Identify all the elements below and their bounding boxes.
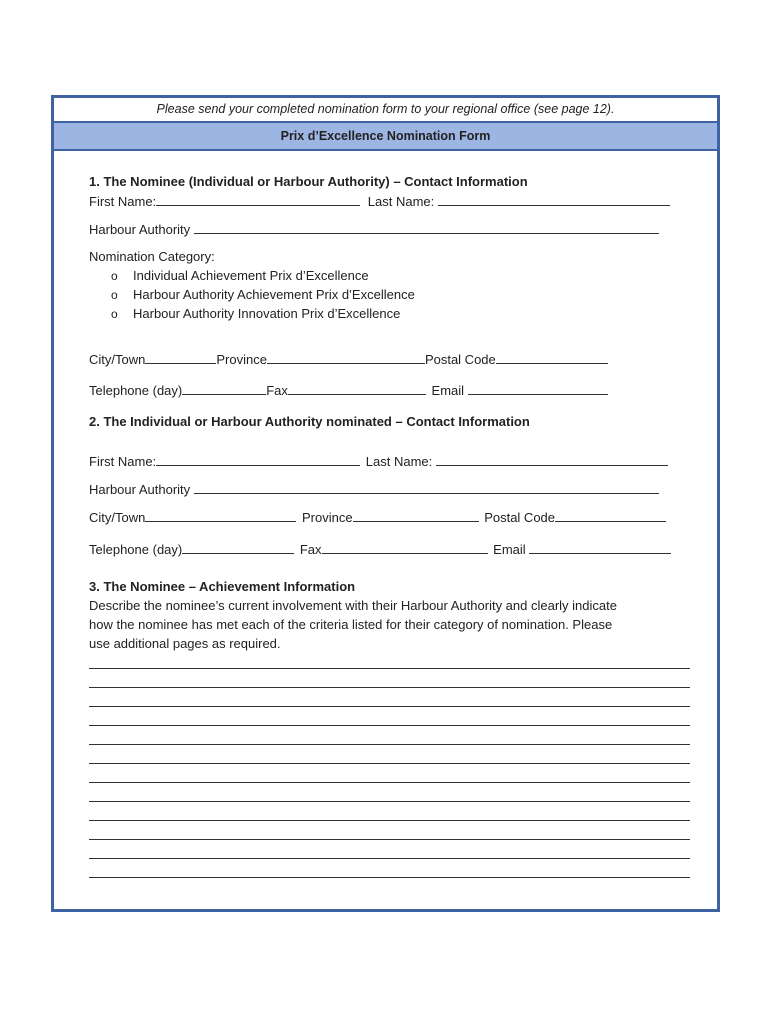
writing-line: [89, 763, 690, 764]
writing-line: [89, 687, 690, 688]
section3-instructions: [89, 596, 679, 653]
harbour-authority-label: Harbour Authority: [89, 482, 191, 497]
writing-line: [89, 668, 690, 669]
section2-address-row: [89, 509, 666, 525]
nomination-category-label: Nomination Category:: [89, 249, 215, 264]
writing-line: [89, 820, 690, 821]
email-label: Email: [431, 383, 465, 398]
section2-harbour-row: [89, 481, 659, 497]
section2-name-row: [89, 453, 668, 469]
nominee-first-name-field[interactable]: [156, 193, 360, 206]
telephone-label: Telephone (day): [89, 383, 183, 398]
email-label: Email: [493, 542, 526, 557]
category-option-label: Individual Achievement Prix d’Excellence: [133, 268, 369, 283]
nominee-last-name-field[interactable]: [438, 193, 670, 206]
form-frame: [51, 95, 720, 912]
postal-code-label: Postal Code: [484, 510, 556, 525]
section1-harbour-row: [89, 221, 659, 237]
province-label: Province: [301, 510, 353, 525]
nominated-city-field[interactable]: [145, 509, 296, 522]
section2-heading: 2. The Individual or Harbour Authority nominated – Contact Information: [89, 414, 530, 429]
writing-line: [89, 858, 690, 859]
category-option-individual[interactable]: [111, 268, 369, 283]
writing-line: [89, 782, 690, 783]
nominated-email-field[interactable]: [529, 541, 671, 554]
city-label: City/Town: [89, 352, 146, 367]
category-option-ha-achievement[interactable]: [111, 287, 415, 302]
writing-line: [89, 706, 690, 707]
category-option-label: Harbour Authority Achievement Prix d’Excellence: [133, 287, 415, 302]
nominee-harbour-authority-field[interactable]: [194, 221, 659, 234]
section3-heading: 3. The Nominee – Achievement Information: [89, 579, 356, 594]
first-name-label: First Name:: [89, 194, 157, 209]
section1-address-row: [89, 351, 608, 367]
nominated-harbour-authority-field[interactable]: [194, 481, 659, 494]
nominee-fax-field[interactable]: [288, 382, 426, 395]
first-name-label: First Name:: [89, 454, 157, 469]
city-label: City/Town: [89, 510, 146, 525]
nominee-email-field[interactable]: [468, 382, 608, 395]
section2-phone-row: [89, 541, 671, 557]
writing-line: [89, 877, 690, 878]
nominated-first-name-field[interactable]: [156, 453, 360, 466]
nominated-province-field[interactable]: [353, 509, 479, 522]
section1-phone-row: [89, 382, 608, 398]
telephone-label: Telephone (day): [89, 542, 183, 557]
nominated-telephone-field[interactable]: [182, 541, 294, 554]
nominated-fax-field[interactable]: [322, 541, 488, 554]
harbour-authority-label: Harbour Authority: [89, 222, 191, 237]
nominated-postal-code-field[interactable]: [555, 509, 666, 522]
nominee-province-field[interactable]: [267, 351, 425, 364]
form-title: Prix d’Excellence Nomination Form: [54, 123, 717, 151]
province-label: Province: [216, 352, 267, 367]
fax-label: Fax: [299, 542, 322, 557]
writing-line: [89, 725, 690, 726]
fax-label: Fax: [266, 383, 288, 398]
last-name-label: Last Name:: [365, 454, 433, 469]
writing-line: [89, 744, 690, 745]
radio-circle-icon: o: [111, 307, 118, 321]
radio-circle-icon: o: [111, 288, 118, 302]
nominee-postal-code-field[interactable]: [496, 351, 608, 364]
nominee-telephone-field[interactable]: [182, 382, 266, 395]
submission-notice: Please send your completed nomination form to your regional office (see page 12).: [54, 98, 717, 123]
instructions-line: Describe the nominee’s current involvement with their Harbour Authority and clearly indicate: [89, 598, 617, 613]
postal-code-label: Postal Code: [424, 352, 496, 367]
instructions-line: use additional pages as required.: [89, 636, 281, 651]
nominated-last-name-field[interactable]: [436, 453, 668, 466]
section1-heading: 1. The Nominee (Individual or Harbour Authority) – Contact Information: [89, 174, 528, 189]
category-option-label: Harbour Authority Innovation Prix d’Excellence: [133, 306, 401, 321]
radio-circle-icon: o: [111, 269, 118, 283]
nominee-city-field[interactable]: [145, 351, 216, 364]
instructions-line: how the nominee has met each of the criteria listed for their category of nomination. Please: [89, 617, 613, 632]
writing-line: [89, 839, 690, 840]
writing-line: [89, 801, 690, 802]
category-option-ha-innovation[interactable]: [111, 306, 400, 321]
last-name-label: Last Name:: [367, 194, 435, 209]
section1-name-row: [89, 193, 670, 209]
